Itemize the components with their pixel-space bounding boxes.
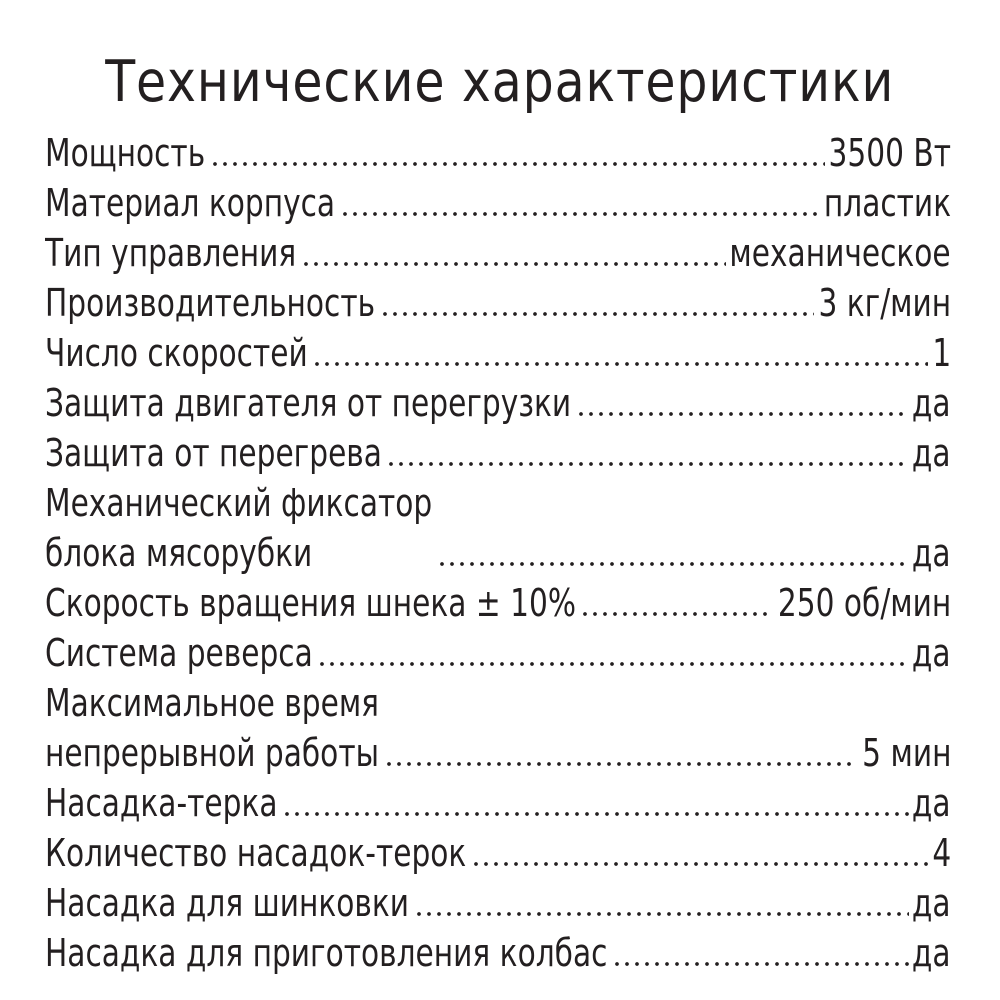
spec-row-speeds [45, 328, 951, 378]
spec-value: да [912, 381, 951, 425]
spec-value: 250 об/мин [777, 581, 951, 625]
spec-row-grater [45, 778, 951, 828]
spec-label-line1: Механический фиксатор [45, 481, 433, 525]
spec-value: 5 мин [861, 731, 951, 775]
spec-value: да [912, 531, 951, 575]
spec-value: механическое [729, 231, 951, 275]
spec-label: Защита двигателя от перегрузки [45, 381, 572, 425]
spec-row-sausage-attachment [45, 928, 951, 978]
spec-row-overheat-protection [45, 428, 951, 478]
dot-leader [437, 528, 909, 578]
spec-label: Мощность [45, 131, 206, 175]
spec-label: Материал корпуса [45, 181, 336, 225]
dot-leader [301, 228, 726, 278]
dot-leader [414, 878, 909, 928]
spec-row-max-runtime [45, 678, 951, 778]
spec-label: Насадка-терка [45, 781, 278, 825]
spec-list [45, 128, 951, 978]
dot-leader [282, 778, 909, 828]
dot-leader [312, 328, 928, 378]
spec-label: Скорость вращения шнека ± 10% [45, 581, 576, 625]
spec-value: да [912, 431, 951, 475]
spec-value: 3500 Вт [828, 131, 951, 175]
dot-leader [612, 928, 909, 978]
spec-value: да [912, 881, 951, 925]
spec-label: Тип управления [45, 231, 297, 275]
spec-value: 3 кг/мин [818, 281, 951, 325]
spec-value: да [912, 781, 951, 825]
spec-row-mechanical-lock [45, 478, 951, 578]
spec-value: да [912, 931, 951, 975]
spec-label: Количество насадок-терок [45, 831, 467, 875]
dot-leader [317, 628, 909, 678]
spec-label: Производительность [45, 281, 376, 325]
spec-label: Число скоростей [45, 331, 308, 375]
dot-leader [384, 728, 857, 778]
spec-value: пластик [823, 181, 951, 225]
spec-label-line1: Максимальное время [45, 681, 380, 725]
spec-value: 4 [932, 831, 951, 875]
spec-row-overload-protection [45, 378, 951, 428]
spec-label-line2: непрерывной работы [45, 731, 379, 775]
spec-value: да [912, 631, 951, 675]
spec-label: Насадка для приготовления колбас [45, 931, 608, 975]
dot-leader [340, 178, 820, 228]
spec-row-body-material [45, 178, 951, 228]
dot-leader [580, 578, 773, 628]
spec-row-power [45, 128, 951, 178]
spec-row-grater-count [45, 828, 951, 878]
spec-label: Система реверса [45, 631, 313, 675]
spec-label: Защита от перегрева [45, 431, 382, 475]
spec-value: 1 [932, 331, 951, 375]
spec-row-capacity [45, 278, 951, 328]
dot-leader [576, 378, 909, 428]
dot-leader [210, 128, 825, 178]
dot-leader [471, 828, 928, 878]
spec-label-line2: блока мясорубки [45, 531, 313, 575]
spec-row-reverse-system [45, 628, 951, 678]
dot-leader [380, 278, 814, 328]
page-title [0, 42, 1000, 122]
spec-row-shredder [45, 878, 951, 928]
spec-row-auger-speed [45, 578, 951, 628]
spec-label: Насадка для шинковки [45, 881, 410, 925]
spec-row-control-type [45, 228, 951, 278]
page-title-text: Технические характеристики [105, 49, 895, 115]
dot-leader [386, 428, 909, 478]
